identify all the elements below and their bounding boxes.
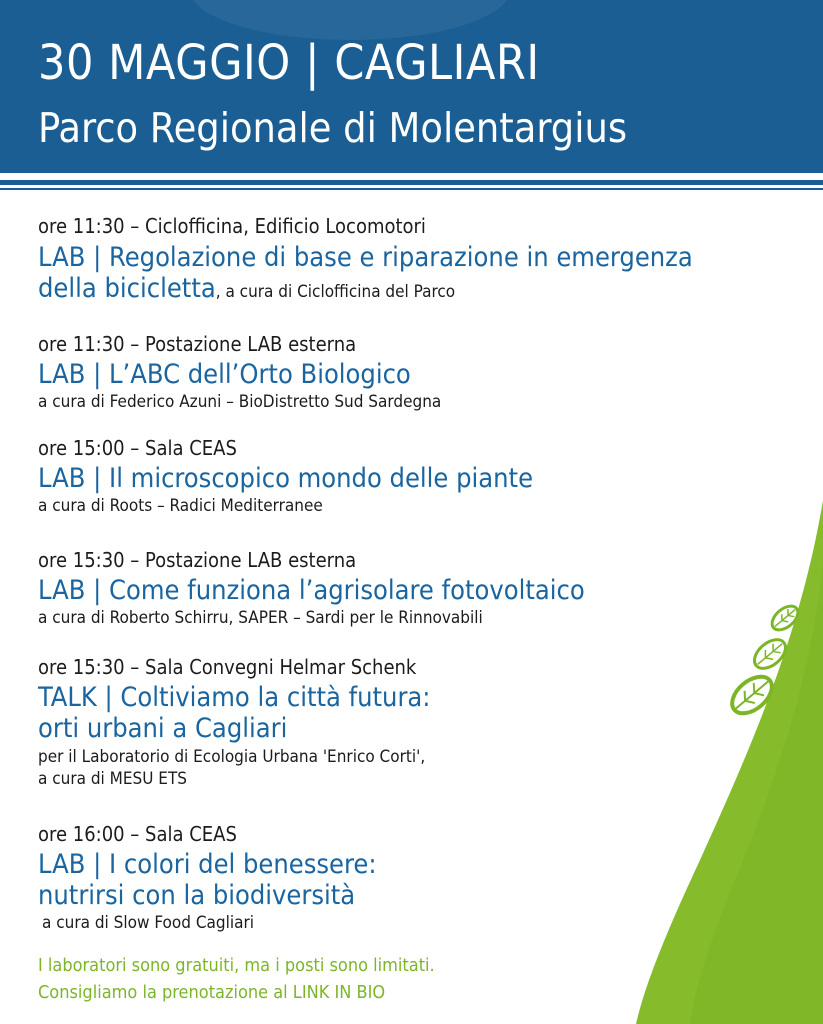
event-credit: a cura di Federico Azuni – BioDistretto Sud Sardegna [38, 392, 442, 412]
event-title-line: TALK | Coltiviamo la città futura: [38, 682, 431, 713]
event-credit: a cura di Roberto Schirru, SAPER – Sardi per le Rinnovabili [38, 608, 483, 628]
footer-line: Consigliamo la prenotazione al LINK IN BIO [38, 982, 386, 1003]
event-title-line: LAB | I colori del benessere: [38, 849, 377, 880]
event-title [38, 849, 798, 911]
event-credit: a cura di Slow Food Cagliari [42, 913, 254, 933]
event-title-line: nutrirsi con la biodiversità [38, 880, 356, 911]
event-item [38, 822, 798, 934]
event-time-location: ore 16:00 – Sala CEAS [38, 822, 237, 846]
event-item [38, 436, 798, 517]
divider-line [0, 180, 823, 185]
event-title [38, 242, 798, 308]
event-credit [38, 746, 798, 790]
event-item [38, 548, 798, 629]
divider-line-thin [0, 188, 823, 190]
event-credit: a cura di Roots – Radici Mediterranee [38, 496, 323, 516]
event-title: LAB | L’ABC dell’Orto Biologico [38, 359, 411, 390]
event-time-location: ore 15:30 – Postazione LAB esterna [38, 548, 357, 572]
event-item [38, 332, 798, 413]
event-item [38, 214, 798, 308]
event-title-line: orti urbani a Cagliari [38, 713, 288, 744]
event-time-location: ore 15:30 – Sala Convegni Helmar Schenk [38, 655, 417, 679]
event-title: LAB | Il microscopico mondo delle piante [38, 463, 534, 494]
event-credit-line: per il Laboratorio di Ecologia Urbana 'Enrico Corti', [38, 747, 426, 767]
page-subtitle: Parco Regionale di Molentargius [38, 104, 628, 152]
event-credit-line: a cura di MESU ETS [38, 769, 187, 789]
event-title: LAB | Come funziona l’agrisolare fotovoltaico [38, 575, 585, 606]
event-item [38, 655, 798, 790]
event-title [38, 682, 798, 744]
event-time-location: ore 11:30 – Ciclofficina, Edificio Locomotori [38, 214, 426, 238]
event-credit: , a cura di Ciclofficina del Parco [215, 282, 456, 302]
page-title: 30 MAGGIO | CAGLIARI [38, 35, 540, 91]
event-title-line: della bicicletta [38, 273, 216, 304]
footer-note [38, 952, 638, 1006]
header-banner [0, 0, 823, 173]
event-time-location: ore 11:30 – Postazione LAB esterna [38, 332, 357, 356]
event-title-line: LAB | Regolazione di base e riparazione in emergenza [38, 242, 693, 273]
footer-line: I laboratori sono gratuiti, ma i posti sono limitati. [38, 955, 435, 976]
event-time-location: ore 15:00 – Sala CEAS [38, 436, 237, 460]
